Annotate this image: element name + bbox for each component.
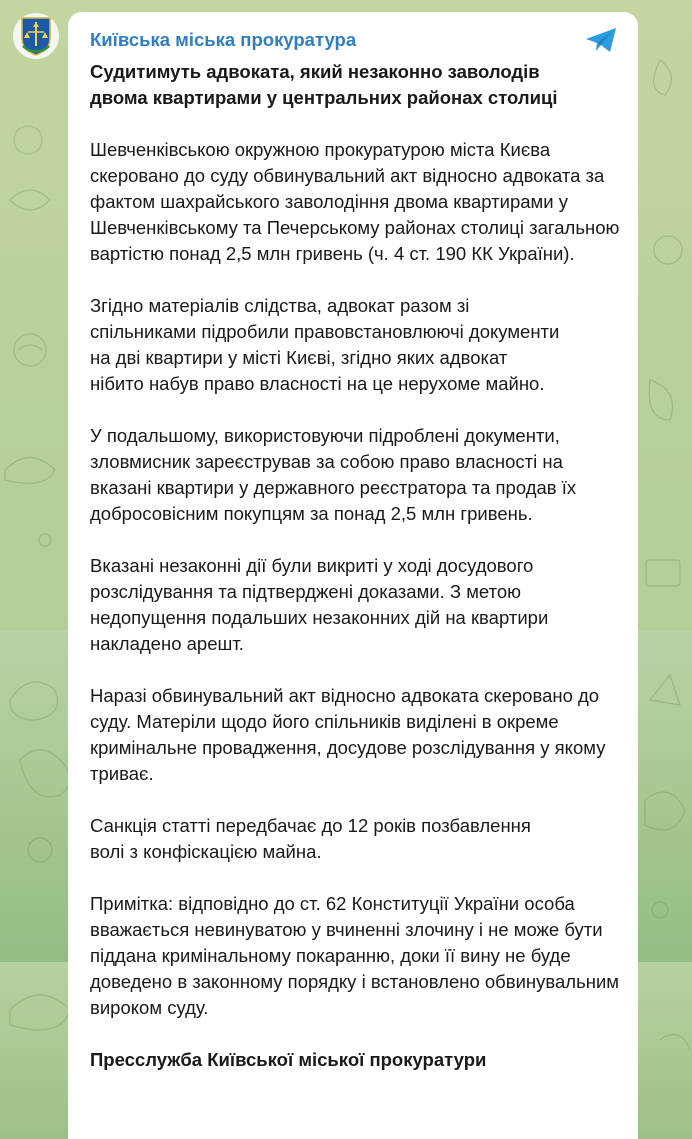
message-bubble — [68, 12, 638, 1139]
post-paragraph: Санкція статті передбачає до 12 років позбавлення волі з конфіскацією майна. — [90, 815, 531, 862]
post-paragraph: Згідно матеріалів слідства, адвокат разом зі спільниками підробили правовстановлюючі документи на дві квартири у місті Києві, згідно яких адвокат нібито набув право власності на це нерухоме майно. — [90, 295, 560, 394]
post-title-line-1: Судитимуть адвоката, який незаконно заволодів — [90, 61, 540, 82]
channel-avatar[interactable] — [13, 13, 59, 59]
post-paragraph: Наразі обвинувальний акт відносно адвоката скеровано до суду. Матеріли щодо його спільників виділені в окреме кримінальне провадження, досудове розслідування у якому триває. — [90, 685, 606, 784]
channel-name[interactable]: Київська міська прокуратура — [90, 29, 357, 50]
telegram-share-icon[interactable] — [584, 26, 618, 54]
post-paragraph: Примітка: відповідно до ст. 62 Конституції України особа вважається невинуватою у вчиненні злочину і не може бути піддана кримінальному покаранню, доки її вину не буде доведено в законному порядку і встановлено обвинувальним вироком суду. — [90, 893, 620, 1018]
post-paragraph: Шевченківською окружною прокуратурою міста Києва скеровано до суду обвинувальний акт відносно адвоката за фактом шахрайського заволодіння двома квартирами у Шевченківському та Печерському районах столиці загальною вартістю понад 2,5 млн гривень (ч. 4 ст. 190 КК України). — [90, 139, 620, 264]
post-title — [90, 59, 616, 111]
post-title-line-2: двома квартирами у центральних районах столиці — [90, 87, 558, 108]
post-signature: Пресслужба Київської міської прокуратури — [90, 1049, 487, 1070]
post-paragraph: У подальшому, використовуючи підроблені документи, зловмисник зареєстрував за собою право власності на вказані квартири у державного реєстратора та продав їх добросовісним покупцям за понад 2,5 млн гривень. — [90, 425, 577, 524]
prosecutor-emblem-icon — [19, 16, 53, 56]
post-paragraph: Вказані незаконні дії були викриті у ході досудового розслідування та підтверджені доказами. З метою недопущення подальших незаконних дій на квартири накладено арешт. — [90, 555, 549, 654]
